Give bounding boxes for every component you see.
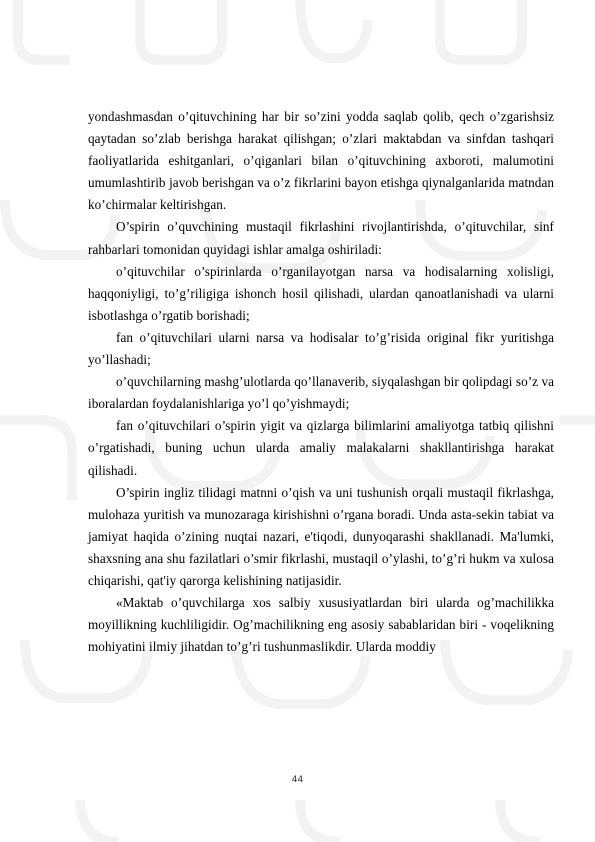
paragraph-xolislik: o’qituvchilar o’spirinlarda o’rganilayotgan narsa va hodisalarning xolisligi, haqqoniyligi, to’g’riligiga ishonch hosil qilishadi, ulardan qanoatlanishadi va ularni isbotlashga o’rgatib borishadi; [88, 263, 554, 323]
paragraph-iboralar: o’quvchilarning mashg’ulotlarda qo’llanaverib, siyqalashgan bir qolipdagi so’z va iboralardan foydalanishlariga yo’l qo’yishmaydi; [88, 374, 554, 412]
paragraph-mustaqil-fikrlash: O’spirin o’quvchining mustaqil fikrlashini rivojlantirishda, o’qituvchilar, sinf rahbarlari tomonidan quyidagi ishlar amalga oshiriladi: [88, 219, 554, 257]
document-body [88, 106, 554, 658]
paragraph-ingliz-tili: O’spirin ingliz tilidagi matnni o’qish va uni tushunish orqali mustaqil fikrlashga, mulohaza yuritish va munozaraga kirishishni o’rgana boradi. Unda asta-sekin tabiat va jamiyat haqida o’zining nuqtai nazari, e'tiqodi, dunyoqarashi shakllanadi. Ma'lumki, shaxsning ana shu fazilatlari o’smir fikrlashi, mustaqil o’ylashi, to’g’ri hukm va xulosa chiqarishi, qat'iy qarorga kelishining natijasidir. [88, 484, 554, 588]
watermark-logo-1 [18, 0, 522, 60]
paragraph-amaliyot: fan o’qituvchilari o’spirin yigit va qizlarga bilimlarini amaliyotga tatbiq qilishni o’rgatishadi, buning uchun ularda amaliy malakalarni shakllantirishga harakat qilishadi. [88, 418, 554, 478]
watermark-logo-5 [80, 800, 540, 842]
paragraph-continuation: yondashmasdan o’qituvchining har bir so’zini yodda saqlab qolib, qech o’zgarishsiz qaytadan so’zlab berishga harakat qilishgan; o’zlari maktabdan va sinfdan tashqari faoliyatlarida eshitganlari, o’qiganlari bilan o’qituvchining axboroti, malumotini umumlashtirib javob berishgan va o’z fikrlarini bayon etishga qiynalganlarida matndan ko’chirmalar keltirishgan. [88, 109, 554, 213]
paragraph-original-fikr: fan o’qituvchilari ularni narsa va hodisalar to’g’risida original fikr yuritishga yo’llashadi; [88, 329, 554, 368]
paragraph-ogmachilik: «Maktab o’quvchilarga xos salbiy xususiyatlardan biri ularda og’machilikka moyillikning kuchliligidir. Og’machilikning eng asosiy sabablaridan biri - voqelikning mohiyatini ilmiy jihatdan to’g’ri tushunmaslikdir. Ularda moddiy [88, 595, 554, 655]
page-number: 44 [291, 775, 304, 785]
